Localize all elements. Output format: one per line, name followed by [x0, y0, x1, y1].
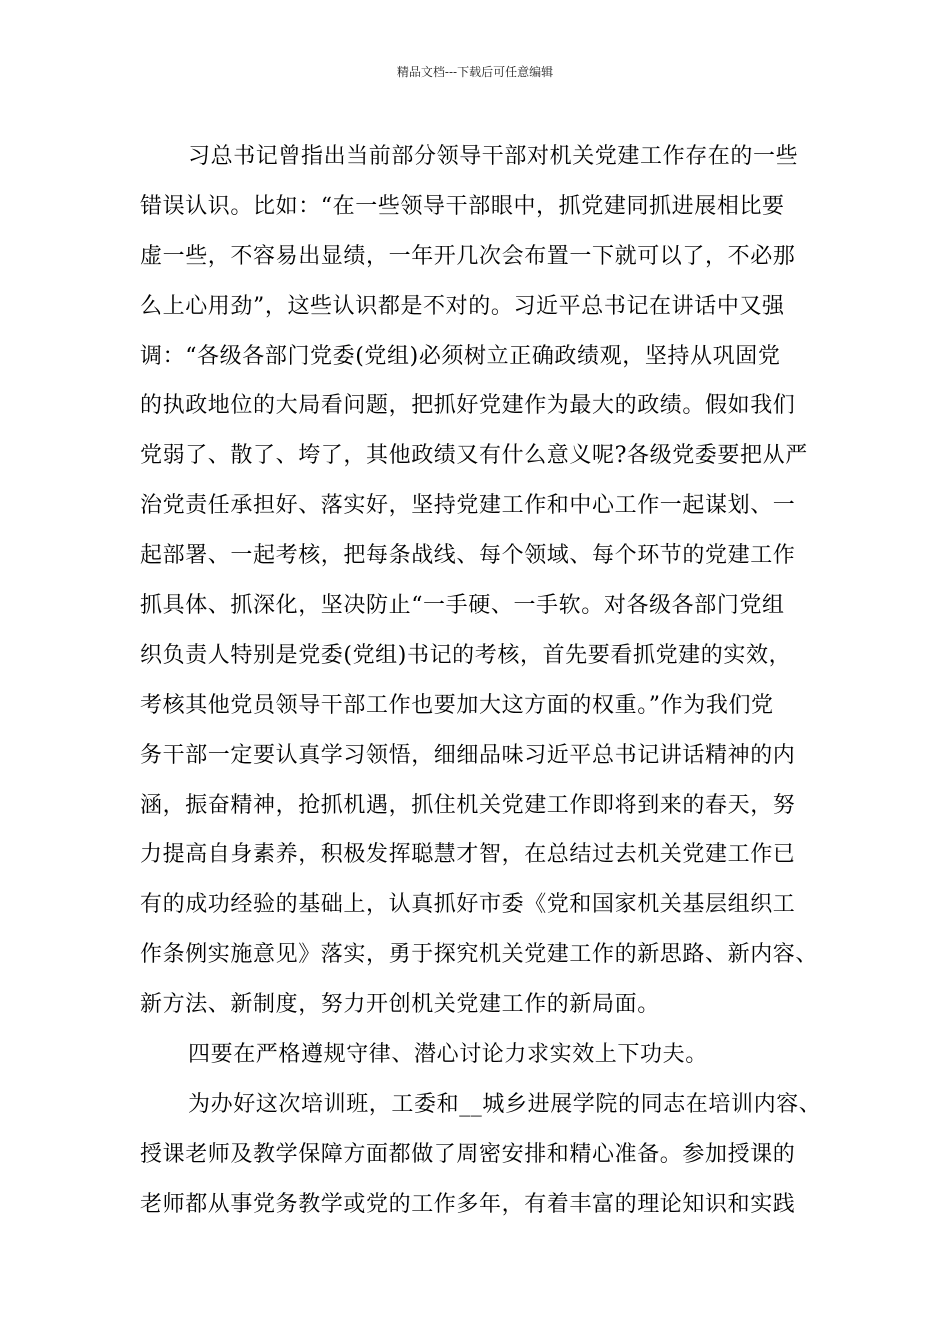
section-heading-line: 四要在严格遵规守律、潜心讨论力求实效上下功夫。	[188, 1042, 708, 1068]
paragraph-line: 作条例实施意见》落实，勇于探究机关党建工作的新思路、新内容、	[140, 942, 819, 968]
paragraph-line: 的执政地位的大局看问题，把抓好党建作为最大的政绩。假如我们	[140, 393, 796, 419]
paragraph-line: 考核其他党员领导干部工作也要加大这方面的权重。”作为我们党	[140, 692, 774, 718]
paragraph-line: 为办好这次培训班，工委和__城乡进展学院的同志在培训内容、	[188, 1091, 822, 1117]
paragraph-line: 有的成功经验的基础上，认真抓好市委《党和国家机关基层组织工	[140, 892, 796, 918]
paragraph-line: 老师都从事党务教学或党的工作多年，有着丰富的理论知识和实践	[140, 1191, 796, 1217]
paragraph-line: 抓具体、抓深化，坚决防止“一手硬、一手软。对各级各部门党组	[140, 593, 785, 619]
paragraph-line: 习总书记曾指出当前部分领导干部对机关党建工作存在的一些	[188, 144, 799, 169]
paragraph-line: 治党责任承担好、落实好，坚持党建工作和中心工作一起谋划、一	[140, 493, 796, 519]
paragraph-line: 起部署、一起考核，把每条战线、每个领域、每个环节的党建工作	[140, 543, 796, 569]
page-header: 精品文档---下载后可任意编辑	[396, 65, 554, 79]
paragraph-line: 党弱了、散了、垮了，其他政绩又有什么意义呢?各级党委要把从严	[140, 443, 808, 469]
paragraph-line: 虚一些，不容易出显绩，一年开几次会布置一下就可以了，不必那	[140, 243, 796, 269]
paragraph-line: 力提高自身素养，积极发挥聪慧才智，在总结过去机关党建工作已	[140, 842, 796, 868]
paragraph-line: 授课老师及教学保障方面都做了周密安排和精心准备。参加授课的	[140, 1141, 796, 1167]
paragraph-line: 么上心用劲”，这些认识都是不对的。习近平总书记在讲话中又强	[140, 293, 785, 319]
paragraph-line: 织负责人特别是党委(党组)书记的考核，首先要看抓党建的实效，	[140, 642, 792, 668]
paragraph-line: 涵，振奋精神，抢抓机遇，抓住机关党建工作即将到来的春天，努	[140, 792, 796, 818]
paragraph-line: 调：“各级各部门党委(党组)必须树立正确政绩观，坚持从巩固党	[140, 343, 781, 369]
document-body	[140, 132, 830, 1230]
paragraph-line: 错误认识。比如：“在一些领导干部眼中，抓党建同抓进展相比要	[140, 193, 785, 219]
paragraph-line: 新方法、新制度，努力开创机关党建工作的新局面。	[140, 992, 660, 1018]
paragraph-line: 务干部一定要认真学习领悟，细细品味习近平总书记讲话精神的内	[140, 742, 796, 768]
